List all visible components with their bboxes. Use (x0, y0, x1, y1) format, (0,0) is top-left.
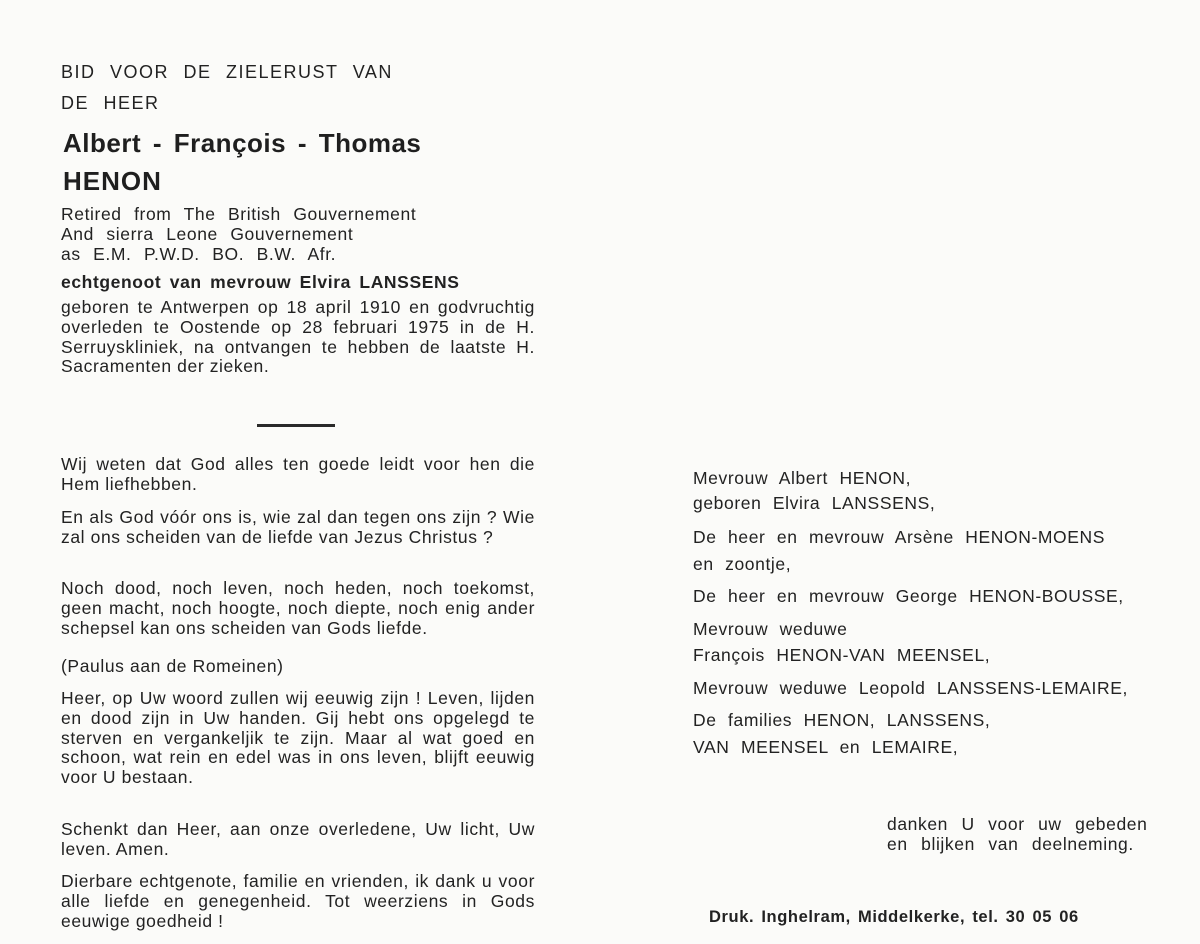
prayer-3: Noch dood, noch leven, noch heden, noch toekomst, geen macht, noch hoogte, noch diepte, noch enig ander schepsel kan ons scheiden van Gods liefde. (61, 578, 535, 638)
prayer-1: Wij weten dat God alles ten goede leidt voor hen die Hem liefhebben. (61, 454, 535, 494)
deceased-given-names: Albert - François - Thomas (63, 128, 422, 158)
family-line-8: Mevrouw weduwe Leopold LANSSENS-LEMAIRE, (693, 678, 1128, 698)
career-block (61, 205, 416, 264)
thanks-line-1: danken U voor uw gebeden (887, 814, 1148, 834)
family-line-3: De heer en mevrouw Arsène HENON-MOENS (693, 527, 1106, 547)
prayer-3-attribution: (Paulus aan de Romeinen) (61, 656, 284, 676)
family-line-6: Mevrouw weduwe (693, 619, 848, 639)
header-line-1: BID VOOR DE ZIELERUST VAN (61, 62, 393, 82)
header-line-2: DE HEER (61, 93, 160, 113)
career-line-1: Retired from The British Gouvernement (61, 204, 417, 224)
prayer-2: En als God vóór ons is, wie zal dan tegen ons zijn ? Wie zal ons scheiden van de liefde van Jezus Christus ? (61, 507, 535, 547)
family-line-4: en zoontje, (693, 554, 792, 574)
family-line-1: Mevrouw Albert HENON, (693, 468, 912, 488)
career-line-2: And sierra Leone Gouvernement (61, 223, 354, 244)
deceased-surname: HENON (63, 166, 162, 196)
career-line-3: as E.M. P.W.D. BO. B.W. Afr. (61, 243, 337, 264)
printer-credit: Druk. Inghelram, Middelkerke, tel. 30 05 06 (709, 908, 1079, 926)
family-line-10: VAN MEENSEL en LEMAIRE, (693, 737, 959, 757)
family-line-7: François HENON-VAN MEENSEL, (693, 645, 991, 665)
divider (257, 424, 335, 427)
thanks-line-2: en blijken van deelneming. (887, 834, 1134, 854)
prayer-4: Heer, op Uw woord zullen wij eeuwig zijn ! Leven, lijden en dood zijn in Uw handen. Gij hebt ons opgelegd te sterven en vergankeljik te zijn. Maar al wat goed en schoon, wat rein en edel was in ons leven, blijft eeuwig voor U bestaan. (61, 688, 535, 788)
family-line-9: De families HENON, LANSSENS, (693, 710, 991, 730)
family-line-5: De heer en mevrouw George HENON-BOUSSE, (693, 586, 1124, 606)
spouse-line: echtgenoot van mevrouw Elvira LANSSENS (61, 272, 460, 292)
prayer-5: Schenkt dan Heer, aan onze overledene, Uw licht, Uw leven. Amen. (61, 819, 535, 859)
biography: geboren te Antwerpen op 18 april 1910 en godvruchtig overleden te Oostende op 28 februari 1975 in de H. Serruyskliniek, na ontvangen te hebben de laatste H. Sacramenten der zieken. (61, 297, 535, 377)
thanks-block (887, 814, 1147, 854)
prayer-6: Dierbare echtgenote, familie en vrienden, ik dank u voor alle liefde en genegenheid. Tot weerziens in Gods eeuwige goedheid ! (61, 871, 535, 931)
family-line-2: geboren Elvira LANSSENS, (693, 493, 936, 513)
